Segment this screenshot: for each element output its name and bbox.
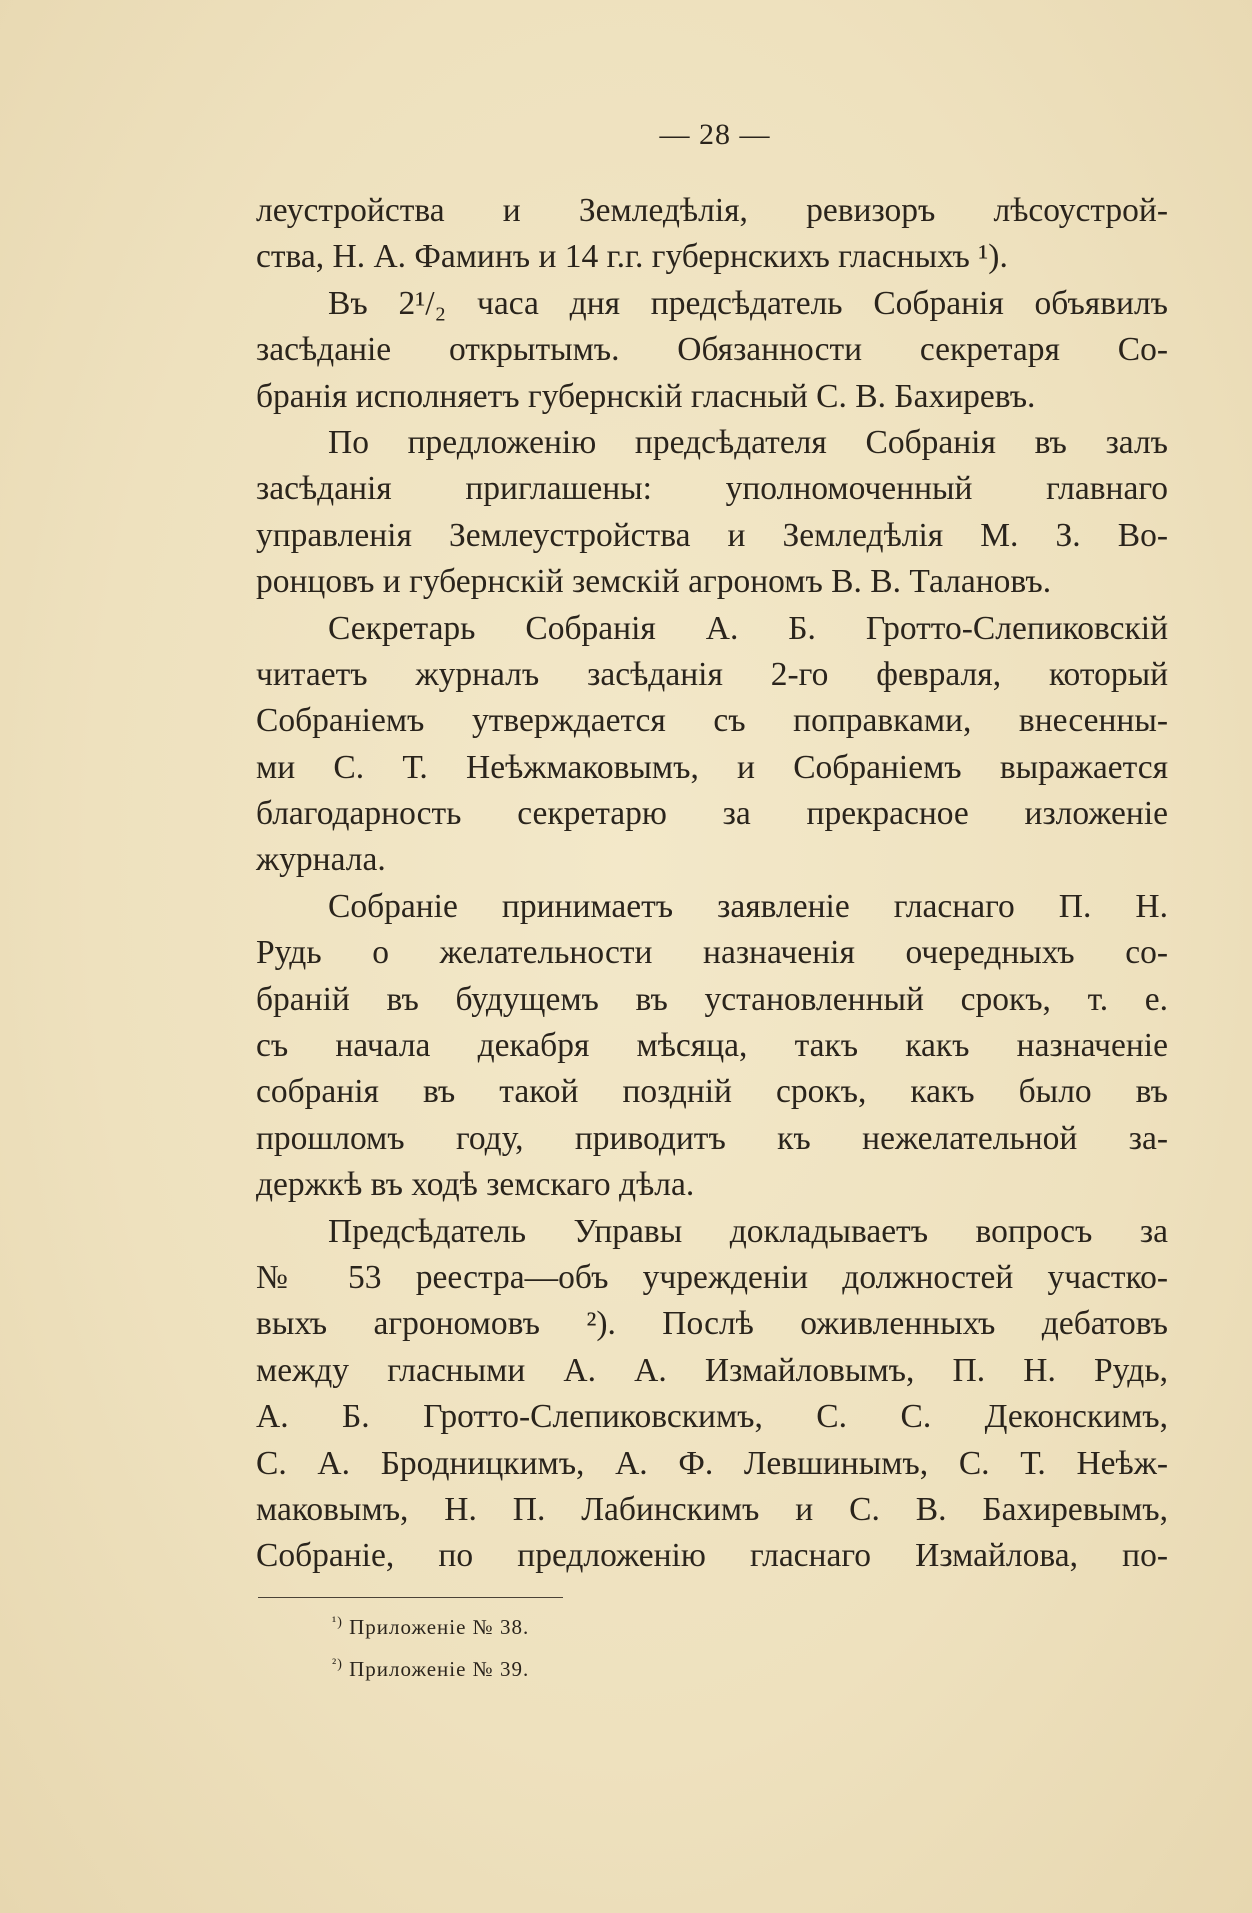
text-line: браній въ будущемъ въ установленный срокъ, т. е. bbox=[256, 980, 1168, 1018]
footnote-mark: ¹) bbox=[332, 1615, 343, 1630]
text-line: леустройства и Земледѣлія, ревизоръ лѣсоустрой- bbox=[256, 192, 1168, 229]
text-line: Предсѣдатель Управы докладываетъ вопросъ за bbox=[328, 1212, 1168, 1250]
text-line: ства, Н. А. Фаминъ и 14 г.г. губернскихъ гласныхъ ¹). bbox=[256, 238, 1008, 276]
text-line: ронцовъ и губернскій земскій агрономъ В. В. Талановъ. bbox=[256, 563, 1052, 601]
text-line: С. А. Бродницкимъ, А. Ф. Левшинымъ, С. Т. Неѣж- bbox=[256, 1444, 1168, 1482]
text-line: собранія въ такой поздній срокъ, какъ было въ bbox=[256, 1073, 1168, 1111]
text-line: журнала. bbox=[256, 841, 386, 879]
text-line: съ начала декабря мѣсяца, такъ какъ назначеніе bbox=[256, 1027, 1168, 1065]
page-number: — 28 — bbox=[659, 118, 771, 151]
body-text bbox=[256, 188, 1168, 1580]
text-line: Рудь о желательности назначенія очередныхъ со- bbox=[256, 934, 1168, 972]
footnote bbox=[332, 1646, 529, 1688]
text-line: Собраніемъ утверждается съ поправками, внесенны- bbox=[256, 702, 1168, 740]
text-line: прошломъ году, приводитъ къ нежелательной за- bbox=[256, 1119, 1168, 1157]
text-line: Въ 2¹/₂ часа дня предсѣдатель Собранія объявилъ bbox=[328, 284, 1168, 322]
footnotes bbox=[332, 1604, 529, 1688]
text-line: Собраніе принимаетъ заявленіе гласнаго П. Н. bbox=[328, 887, 1168, 925]
text-line: № 53 реестра—объ учрежденіи должностей участко- bbox=[256, 1258, 1168, 1296]
footnote-rule bbox=[258, 1597, 563, 1598]
text-line: засѣданіе открытымъ. Обязанности секретаря Со- bbox=[256, 331, 1168, 369]
text-line: благодарность секретарю за прекрасное изложеніе bbox=[256, 795, 1168, 833]
text-line: выхъ агрономовъ ²). Послѣ оживленныхъ дебатовъ bbox=[256, 1305, 1168, 1343]
footnote bbox=[332, 1604, 529, 1646]
footnote-text: Приложеніе № 38. bbox=[349, 1615, 530, 1639]
footnote-mark: ²) bbox=[332, 1657, 343, 1672]
text-line: засѣданія приглашены: уполномоченный главнаго bbox=[256, 470, 1168, 508]
text-line: держкѣ въ ходѣ земскаго дѣла. bbox=[256, 1166, 695, 1204]
text-line: ми С. Т. Неѣжмаковымъ, и Собраніемъ выражается bbox=[256, 748, 1168, 786]
text-line: читаетъ журналъ засѣданія 2-го февраля, который bbox=[256, 655, 1168, 693]
footnote-text: Приложеніе № 39. bbox=[349, 1657, 530, 1681]
text-line: А. Б. Гротто-Слепиковскимъ, С. С. Деконскимъ, bbox=[256, 1398, 1168, 1436]
text-line: По предложенію предсѣдателя Собранія въ залъ bbox=[328, 423, 1168, 461]
text-line: между гласными А. А. Измайловымъ, П. Н. Рудь, bbox=[256, 1351, 1168, 1389]
text-line: Собраніе, по предложенію гласнаго Измайлова, по- bbox=[256, 1537, 1168, 1575]
text-line: маковымъ, Н. П. Лабинскимъ и С. В. Бахиревымъ, bbox=[256, 1490, 1168, 1528]
text-line: Секретарь Собранія А. Б. Гротто-Слепиковскій bbox=[328, 609, 1168, 647]
text-line: бранія исполняетъ губернскій гласный С. В. Бахиревъ. bbox=[256, 377, 1036, 415]
text-line: управленія Землеустройства и Земледѣлія М. З. Во- bbox=[256, 516, 1168, 554]
